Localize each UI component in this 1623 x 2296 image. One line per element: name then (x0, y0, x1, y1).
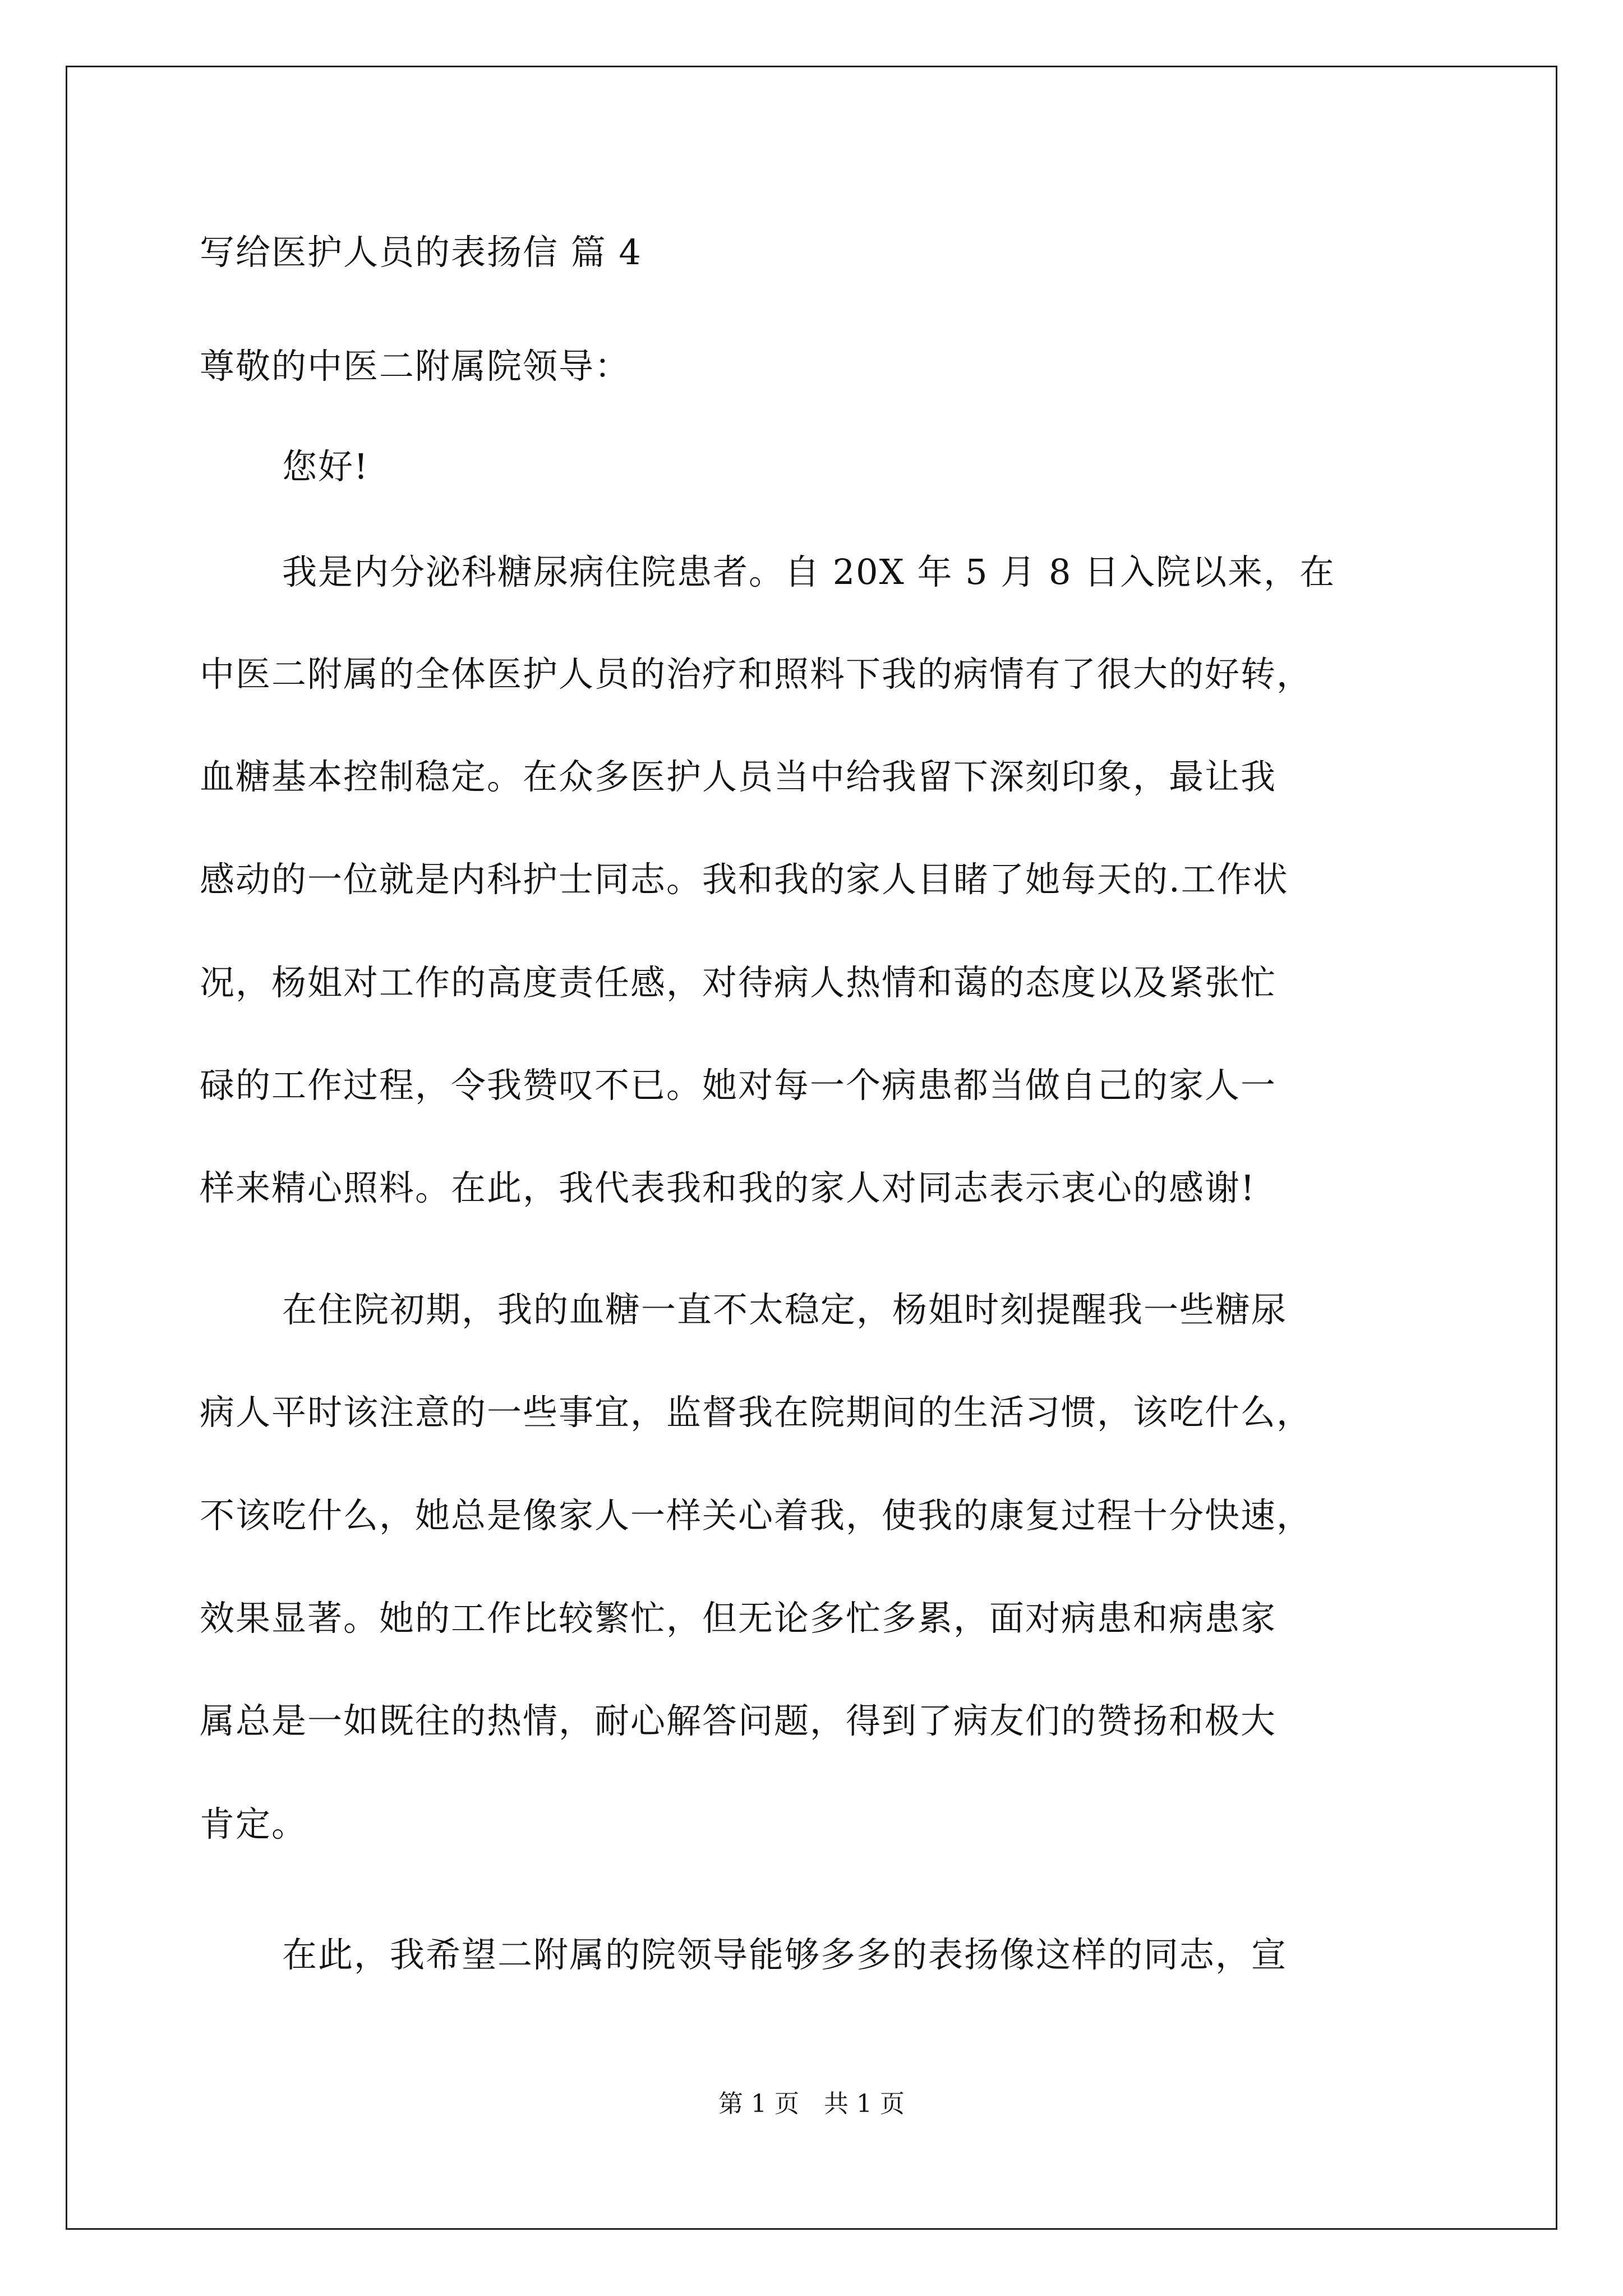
body-line: 在住院初期，我的血糖一直不太稳定，杨姐时刻提醒我一些糖尿 (282, 1289, 1288, 1330)
body-line: 在此，我希望二附属的院领导能够多多的表扬像这样的同志，宣 (282, 1934, 1288, 1975)
body-line: 病人平时该注意的一些事宜，监督我在院期间的生活习惯，该吃什么， (200, 1392, 1313, 1433)
salutation: 尊敬的中医二附属院领导： (200, 346, 631, 386)
body-line: 碌的工作过程，令我赞叹不已。她对每一个病患都当做自己的家人一 (200, 1065, 1277, 1106)
body-line: 中医二附属的全体医护人员的治疗和照料下我的病情有了很大的好转， (200, 654, 1313, 694)
page-footer: 第 1 页 共 1 页 (718, 2090, 905, 2118)
body-line: 血糖基本控制稳定。在众多医护人员当中给我留下深刻印象，最让我 (200, 756, 1277, 797)
body-line: 不该吃什么，她总是像家人一样关心着我，使我的康复过程十分快速， (200, 1495, 1313, 1536)
body-line: 样来精心照料。在此，我代表我和我的家人对同志表示衷心的感谢! (200, 1167, 1256, 1208)
body-line: 您好! (282, 446, 369, 487)
body-line: 我是内分泌科糖尿病住院患者。自 20X 年 5 月 8 日入院以来，在 (282, 551, 1336, 592)
body-line: 况，杨姐对工作的高度责任感，对待病人热情和蔼的态度以及紧张忙 (200, 962, 1277, 1003)
body-line: 感动的一位就是内科护士同志。我和我的家人目睹了她每天的.工作状 (200, 859, 1289, 900)
body-line: 属总是一如既往的热情，耐心解答问题，得到了病友们的赞扬和极大 (200, 1700, 1277, 1741)
body-line: 效果显著。她的工作比较繁忙，但无论多忙多累，面对病患和病患家 (200, 1598, 1277, 1639)
document-title: 写给医护人员的表扬信 篇 4 (200, 232, 642, 273)
body-line: 肯定。 (200, 1803, 308, 1844)
